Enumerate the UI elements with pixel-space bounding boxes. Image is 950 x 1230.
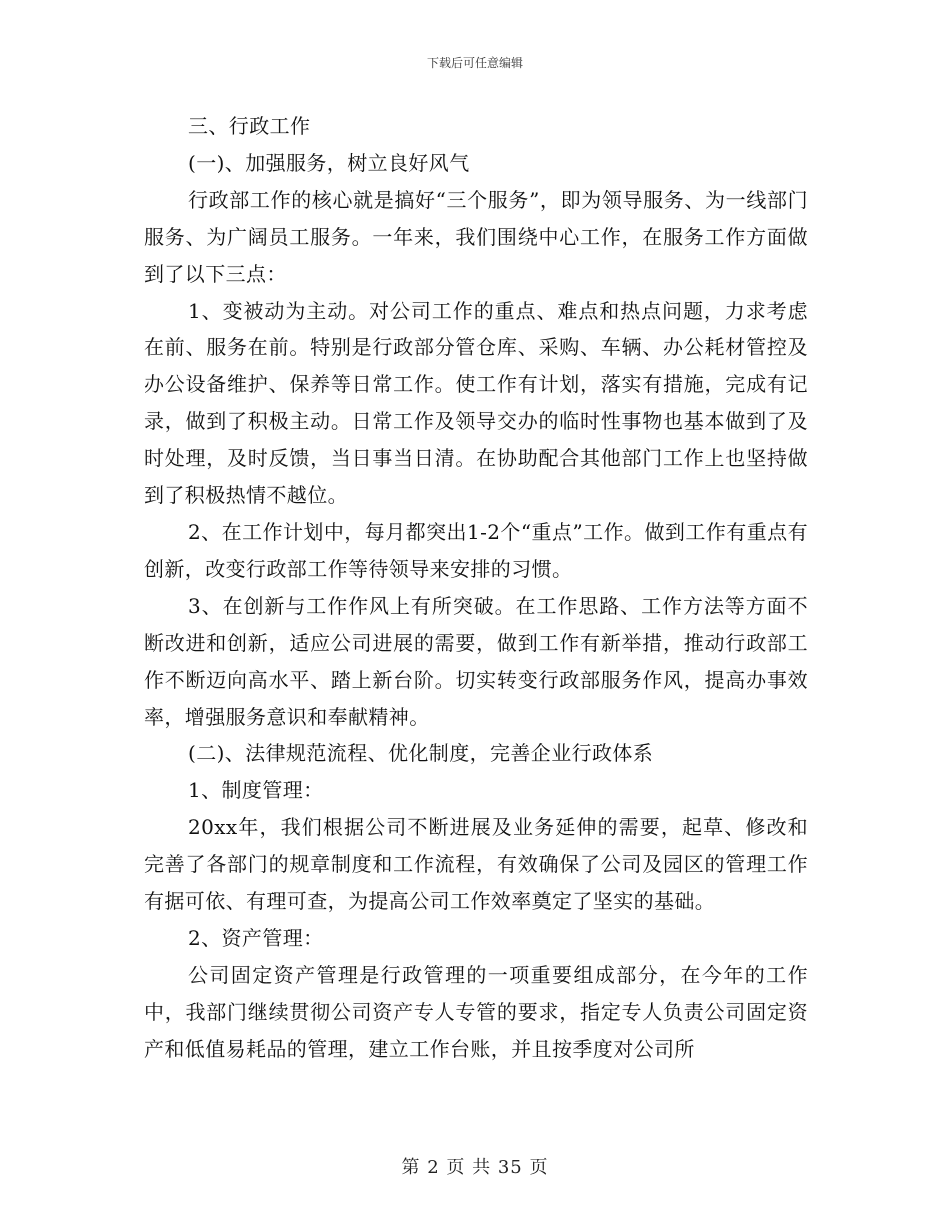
page-number-footer: 第 2 页 共 35 页 [401, 1157, 549, 1178]
page-header: 下载后可任意编辑 [426, 56, 523, 70]
item-heading: 1、制度管理： [188, 778, 324, 803]
body-paragraph: 公司固定资产管理是行政管理的一项重要组成部分，在今年的工作中，我部门继续贯彻公司资产专人专管的要求，指定专人负责公司固定资产和低值易耗品的管理，建立工作台账，并且按季度对公司所 [144, 962, 808, 1061]
subsection-heading: (一)、加强服务，树立良好风气 [188, 150, 470, 175]
list-item-paragraph: 3、在创新与工作作风上有所突破。在工作思路、工作方法等方面不断改进和创新，适应公司进展的需要，做到工作有新举措，推动行政部工作不断迈向高水平、踏上新台阶。切实转变行政部服务作风，提高办事效率，增强服务意识和奉献精神。 [144, 593, 808, 729]
subsection-heading: (二)、法律规范流程、优化制度，完善企业行政体系 [188, 741, 654, 766]
list-item-paragraph: 1、变被动为主动。对公司工作的重点、难点和热点问题，力求考虑在前、服务在前。特别是行政部分管仓库、采购、车辆、办公耗材管控及办公设备维护、保养等日常工作。使工作有计划，落实有措施，完成有记录，做到了积极主动。日常工作及领导交办的临时性事物也基本做到了及时处理，及时反馈，当日事当日清。在协助配合其他部门工作上也坚持做到了积极热情不越位。 [144, 298, 808, 508]
item-heading: 2、资产管理： [188, 925, 324, 950]
body-paragraph: 行政部工作的核心就是搞好“三个服务”，即为领导服务、为一线部门服务、为广阔员工服务。一年来，我们围绕中心工作，在服务工作方面做到了以下三点： [144, 187, 808, 286]
section-heading: 三、行政工作 [188, 114, 311, 138]
document-body [144, 108, 808, 1068]
list-item-paragraph: 2、在工作计划中，每月都突出1-2个“重点”工作。做到工作有重点有创新，改变行政部工作等待领导来安排的习惯。 [144, 519, 808, 581]
body-paragraph: 20xx年，我们根据公司不断进展及业务延伸的需要，起草、修改和完善了各部门的规章制度和工作流程，有效确保了公司及园区的管理工作有据可依、有理可查，为提高公司工作效率奠定了坚实的基础。 [144, 815, 808, 914]
